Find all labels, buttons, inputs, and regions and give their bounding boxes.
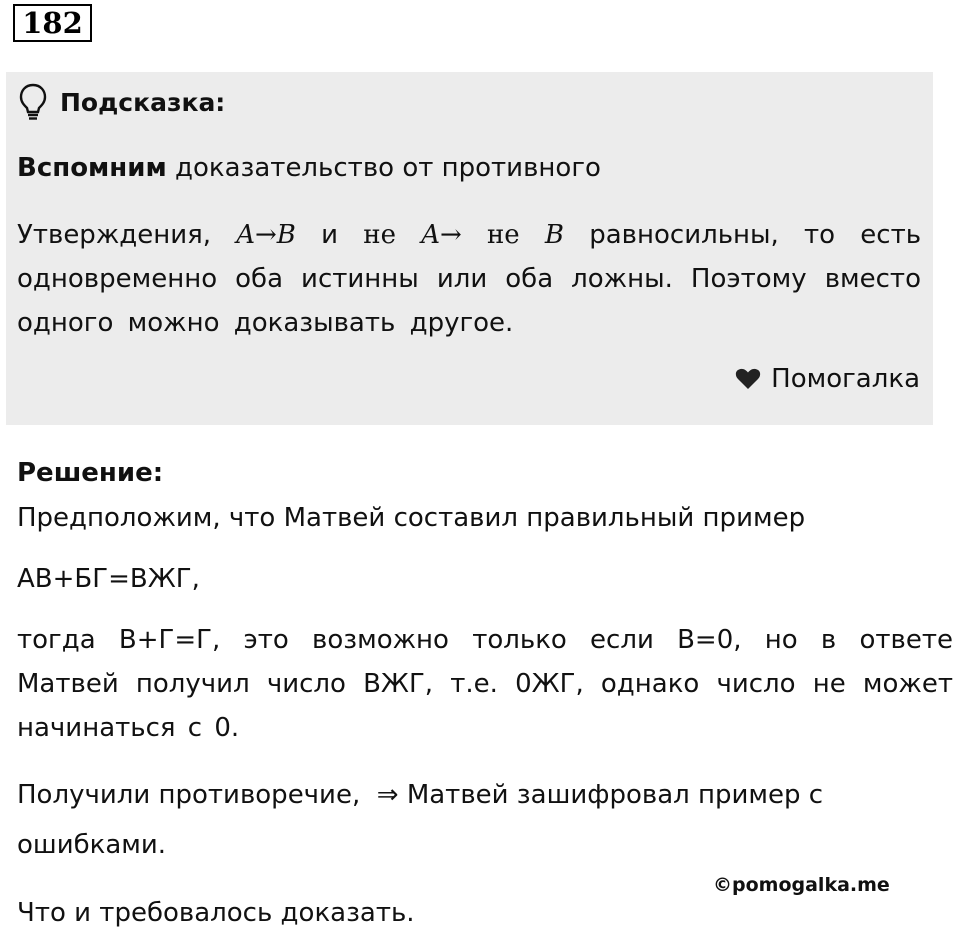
- implication-not-a: A→: [421, 220, 462, 250]
- watermark: ©pomogalka.me: [713, 874, 890, 896]
- solution-equation: АВ+БГ=ВЖГ,: [17, 564, 200, 594]
- statement-prefix: Утверждения,: [17, 220, 212, 250]
- solution-heading: Решение:: [17, 458, 164, 488]
- solution-line-1: Предположим, что Матвей составил правильный пример: [17, 503, 806, 533]
- brand-signature: [735, 364, 920, 394]
- solution-line-3: тогда В+Г=Г, это возможно только если В=0, но в ответе Матвей получил число ВЖГ, т.е. 0ЖГ, однако число не может начинаться с 0.: [17, 625, 953, 743]
- hint-recall: [17, 146, 601, 190]
- hint-title: Подсказка:: [60, 87, 226, 117]
- hint-header: [18, 82, 225, 122]
- task-number: 182: [13, 4, 92, 42]
- hint-statement: [17, 213, 921, 345]
- implies-arrow: ⇒: [376, 780, 399, 810]
- lightbulb-icon: [18, 82, 48, 122]
- not-label-1: не: [363, 220, 396, 250]
- statement-and: и: [321, 220, 339, 250]
- recall-text: доказательство от противного: [175, 153, 601, 183]
- statement-suffix: равносильны, то есть одновременно оба истинны или оба ложны. Поэтому вместо одного можно доказывать другое.: [17, 220, 922, 338]
- recall-bold: Вспомним: [17, 153, 167, 183]
- contradiction-text: Получили противоречие,: [17, 780, 361, 810]
- not-label-2: не: [486, 220, 520, 250]
- solution-line-4: [17, 770, 937, 870]
- solution-qed: Что и требовалось доказать.: [17, 898, 415, 928]
- not-b: B: [544, 220, 565, 250]
- implication-a-b: A→B: [236, 220, 296, 250]
- brand-name: Помогалка: [771, 364, 920, 394]
- conclusion-text: Матвей зашифровал пример с ошибками.: [17, 780, 824, 860]
- heart-icon: [735, 367, 761, 391]
